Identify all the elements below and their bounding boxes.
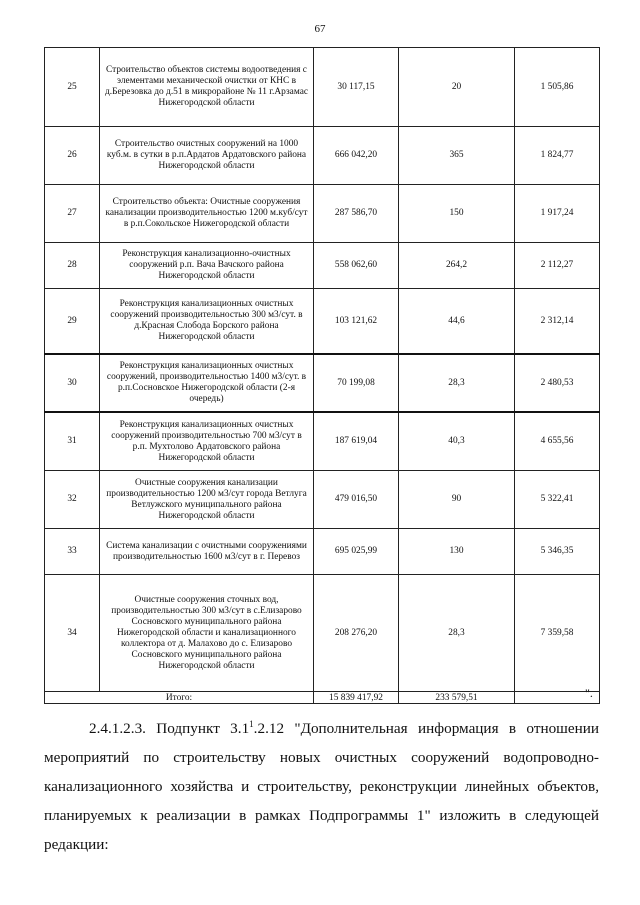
project-cost: 695 025,99 <box>314 529 399 575</box>
project-cost: 287 586,70 <box>314 185 399 243</box>
project-unit-cost: 2 112,27 <box>515 243 600 289</box>
amendment-paragraph <box>44 714 599 859</box>
paragraph-line-1-start: 2.4.1.2.3. Подпункт 3.1 <box>89 720 250 737</box>
table-row <box>45 289 600 355</box>
page-number: 67 <box>314 23 326 35</box>
project-capacity: 44,6 <box>399 289 515 355</box>
project-name: Система канализации с очистными сооружениями производительностью 1600 м3/сут в г. Перевоз <box>100 529 314 575</box>
project-capacity: 40,3 <box>399 412 515 471</box>
total-capacity: 233 579,51 <box>399 692 515 704</box>
project-cost: 30 117,15 <box>314 48 399 127</box>
paragraph-line-4: планируемых к реализации в рамках Подпрограммы 1" изложить в следующей <box>44 807 599 824</box>
row-number: 27 <box>45 185 100 243</box>
total-label: Итого: <box>45 692 314 704</box>
project-cost: 187 619,04 <box>314 412 399 471</box>
row-number: 33 <box>45 529 100 575</box>
project-capacity: 365 <box>399 127 515 185</box>
project-name: Строительство объекта: Очистные сооружения канализации производительностью 1200 м.куб/сут в р.п.Сокольское Нижегородской области <box>100 185 314 243</box>
total-cost: 15 839 417,92 <box>314 692 399 704</box>
project-unit-cost: 1 917,24 <box>515 185 600 243</box>
paragraph-line-1-end: .2.12 "Дополнительная информация в отношении <box>253 720 600 737</box>
paragraph-line-3: канализационного хозяйства и строительству, реконструкции линейных объектов, <box>44 778 599 795</box>
project-name: Строительство объектов системы водоотведения с элементами механической очистки от КНС в д.Березовка до д.51 в микрорайоне № 11 г.Арзамас Нижегородской области <box>100 48 314 127</box>
project-cost: 558 062,60 <box>314 243 399 289</box>
project-unit-cost: 5 322,41 <box>515 471 600 529</box>
table-row <box>45 471 600 529</box>
project-cost: 479 016,50 <box>314 471 399 529</box>
superscript: 1 <box>249 718 254 729</box>
project-cost: 70 199,08 <box>314 354 399 412</box>
project-unit-cost: 2 480,53 <box>515 354 600 412</box>
table-row <box>45 412 600 471</box>
table-row <box>45 354 600 412</box>
row-number: 28 <box>45 243 100 289</box>
project-name: Очистные сооружения канализации производительностью 1200 м3/сут города Ветлуга Ветлужского муниципального района Нижегородской области <box>100 471 314 529</box>
project-unit-cost: 1 505,86 <box>515 48 600 127</box>
project-name: Очистные сооружения сточных вод, производительностью 300 м3/сут в с.Елизарово Сосновского муниципального района Нижегородской области и канализационного коллектора от д. Малахово до с. Елизарово Сосновского муниципального района Нижегородской области <box>100 575 314 692</box>
table-row <box>45 575 600 692</box>
table-row <box>45 48 600 127</box>
paragraph-line-1 <box>44 714 599 743</box>
project-name: Реконструкция канализационно-очистных сооружений р.п. Вача Вачского района Нижегородской области <box>100 243 314 289</box>
project-capacity: 28,3 <box>399 575 515 692</box>
project-unit-cost: 1 824,77 <box>515 127 600 185</box>
project-cost: 666 042,20 <box>314 127 399 185</box>
project-capacity: 130 <box>399 529 515 575</box>
project-name: Реконструкция канализационных очистных сооружений производительностью 700 м3/сут в р.п. Мухтолово Ардатовского района Нижегородской области <box>100 412 314 471</box>
project-unit-cost: 7 359,58 <box>515 575 600 692</box>
project-cost: 103 121,62 <box>314 289 399 355</box>
table-row <box>45 529 600 575</box>
row-number: 30 <box>45 354 100 412</box>
total-row <box>45 692 600 704</box>
row-number: 31 <box>45 412 100 471</box>
project-cost: 208 276,20 <box>314 575 399 692</box>
project-capacity: 28,3 <box>399 354 515 412</box>
project-capacity: 20 <box>399 48 515 127</box>
paragraph-line-5: редакции: <box>44 836 109 853</box>
table-row <box>45 185 600 243</box>
table-row <box>45 243 600 289</box>
projects-table <box>44 47 600 704</box>
project-unit-cost: 5 346,35 <box>515 529 600 575</box>
project-name: Строительство очистных сооружений на 1000 куб.м. в сутки в р.п.Ардатов Ардатовского района Нижегородской области <box>100 127 314 185</box>
project-capacity: 150 <box>399 185 515 243</box>
row-number: 32 <box>45 471 100 529</box>
project-unit-cost: 4 655,56 <box>515 412 600 471</box>
project-unit-cost: 2 312,14 <box>515 289 600 355</box>
row-number: 25 <box>45 48 100 127</box>
project-name: Реконструкция канализационных очистных сооружений производительностью 300 м3/сут. в д.Красная Слобода Борского района Нижегородской области <box>100 289 314 355</box>
project-name: Реконструкция канализационных очистных сооружений, производительностью 1400 м3/сут. в р.п.Сосновское Нижегородской области (2-я очередь) <box>100 354 314 412</box>
project-capacity: 264,2 <box>399 243 515 289</box>
row-number: 29 <box>45 289 100 355</box>
row-number: 26 <box>45 127 100 185</box>
paragraph-line-2: мероприятий по строительству новых очистных сооружений водопроводно- <box>44 749 599 766</box>
table-row <box>45 127 600 185</box>
project-capacity: 90 <box>399 471 515 529</box>
row-number: 34 <box>45 575 100 692</box>
closing-quote: ". <box>585 686 593 700</box>
